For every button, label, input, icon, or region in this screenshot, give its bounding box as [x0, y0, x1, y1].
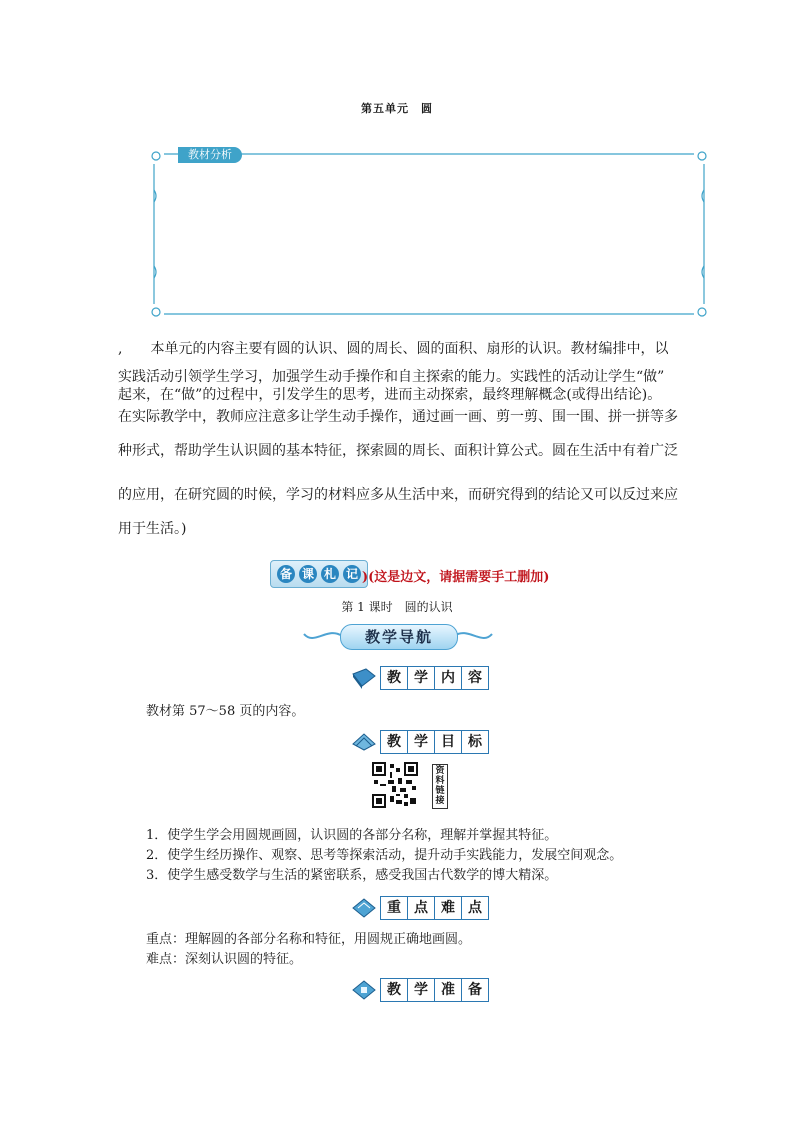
lesson-notes-badge	[270, 560, 368, 588]
heading-char: 教	[380, 978, 408, 1002]
goal-item-3: 3．使学生感受数学与生活的紧密联系，感受我国古代数学的博大精深。	[146, 868, 558, 883]
book-icon	[350, 896, 378, 920]
section-heading-goals	[350, 730, 500, 754]
heading-char: 目	[434, 730, 462, 754]
heading-char: 学	[407, 666, 435, 690]
analysis-frame	[150, 150, 708, 318]
notes-char: 记	[343, 565, 361, 583]
heading-char: 内	[434, 666, 462, 690]
heading-char: 难	[434, 896, 462, 920]
goal-item-1: 1．使学生学会用圆规画圆，认识圆的各部分名称，理解并掌握其特征。	[146, 828, 558, 843]
notes-char: 课	[299, 565, 317, 583]
analysis-line-6: 的应用，在研究圆的时候，学习的材料应多从生活中来，而研究得到的结论又可以反过来应	[118, 487, 678, 503]
notes-hint: )(这是边文，请据需要手工删加)	[362, 570, 550, 585]
unit-title: 第五单元 圆	[361, 102, 433, 115]
section-heading-content	[350, 666, 500, 690]
heading-char: 容	[461, 666, 489, 690]
difficulty-item: 难点：深刻认识圆的特征。	[146, 952, 303, 967]
heading-char: 点	[407, 896, 435, 920]
notes-char: 札	[321, 565, 339, 583]
analysis-line-5: 种形式，帮助学生认识圆的基本特征，探索圆的周长、面积计算公式。圆在生活中有着广泛	[118, 443, 678, 459]
goal-item-2: 2．使学生经历操作、观察、思考等探索活动，提升动手实践能力，发展空间观念。	[146, 848, 623, 863]
book-icon	[350, 730, 378, 754]
heading-char: 学	[407, 978, 435, 1002]
section-heading-key-points	[350, 896, 500, 920]
heading-char: 重	[380, 896, 408, 920]
banner-label: 教学导航	[340, 624, 458, 650]
book-icon	[350, 978, 378, 1002]
analysis-line-3: 起来，在“做”的过程中，引发学生的思考，进而主动探索，最终理解概念(或得出结论)。	[118, 387, 662, 403]
analysis-line-4: 在实际教学中，教师应注意多让学生动手操作，通过画一画、剪一剪、围一围、拼一拼等多	[118, 409, 678, 425]
section-heading-prep	[350, 978, 500, 1002]
heading-char: 点	[461, 896, 489, 920]
heading-char: 教	[380, 666, 408, 690]
analysis-line-7: 用于生活。)	[118, 521, 187, 537]
heading-char: 准	[434, 978, 462, 1002]
content-text: 教材第 57～58 页的内容。	[146, 704, 305, 719]
heading-char: 教	[380, 730, 408, 754]
key-point-item: 重点：理解圆的各部分名称和特征，用圆规正确地画圆。	[146, 932, 472, 947]
book-icon	[350, 666, 378, 690]
notes-char: 备	[277, 565, 295, 583]
qr-code-icon	[372, 762, 418, 808]
analysis-line-1: , 本单元的内容主要有圆的认识、圆的周长、圆的面积、扇形的认识。教材编排中，以	[118, 341, 669, 357]
qr-resource-tag: 资料链接	[432, 764, 448, 809]
heading-char: 标	[461, 730, 489, 754]
heading-char: 备	[461, 978, 489, 1002]
teaching-nav-banner	[300, 622, 496, 650]
analysis-tag: 教材分析	[178, 147, 242, 163]
lesson-title: 第 1 课时 圆的认识	[341, 600, 453, 614]
heading-char: 学	[407, 730, 435, 754]
analysis-line-2: 实践活动引领学生学习，加强学生动手操作和自主探索的能力。实践性的活动让学生“做”	[118, 369, 665, 385]
frame-border	[150, 150, 708, 318]
